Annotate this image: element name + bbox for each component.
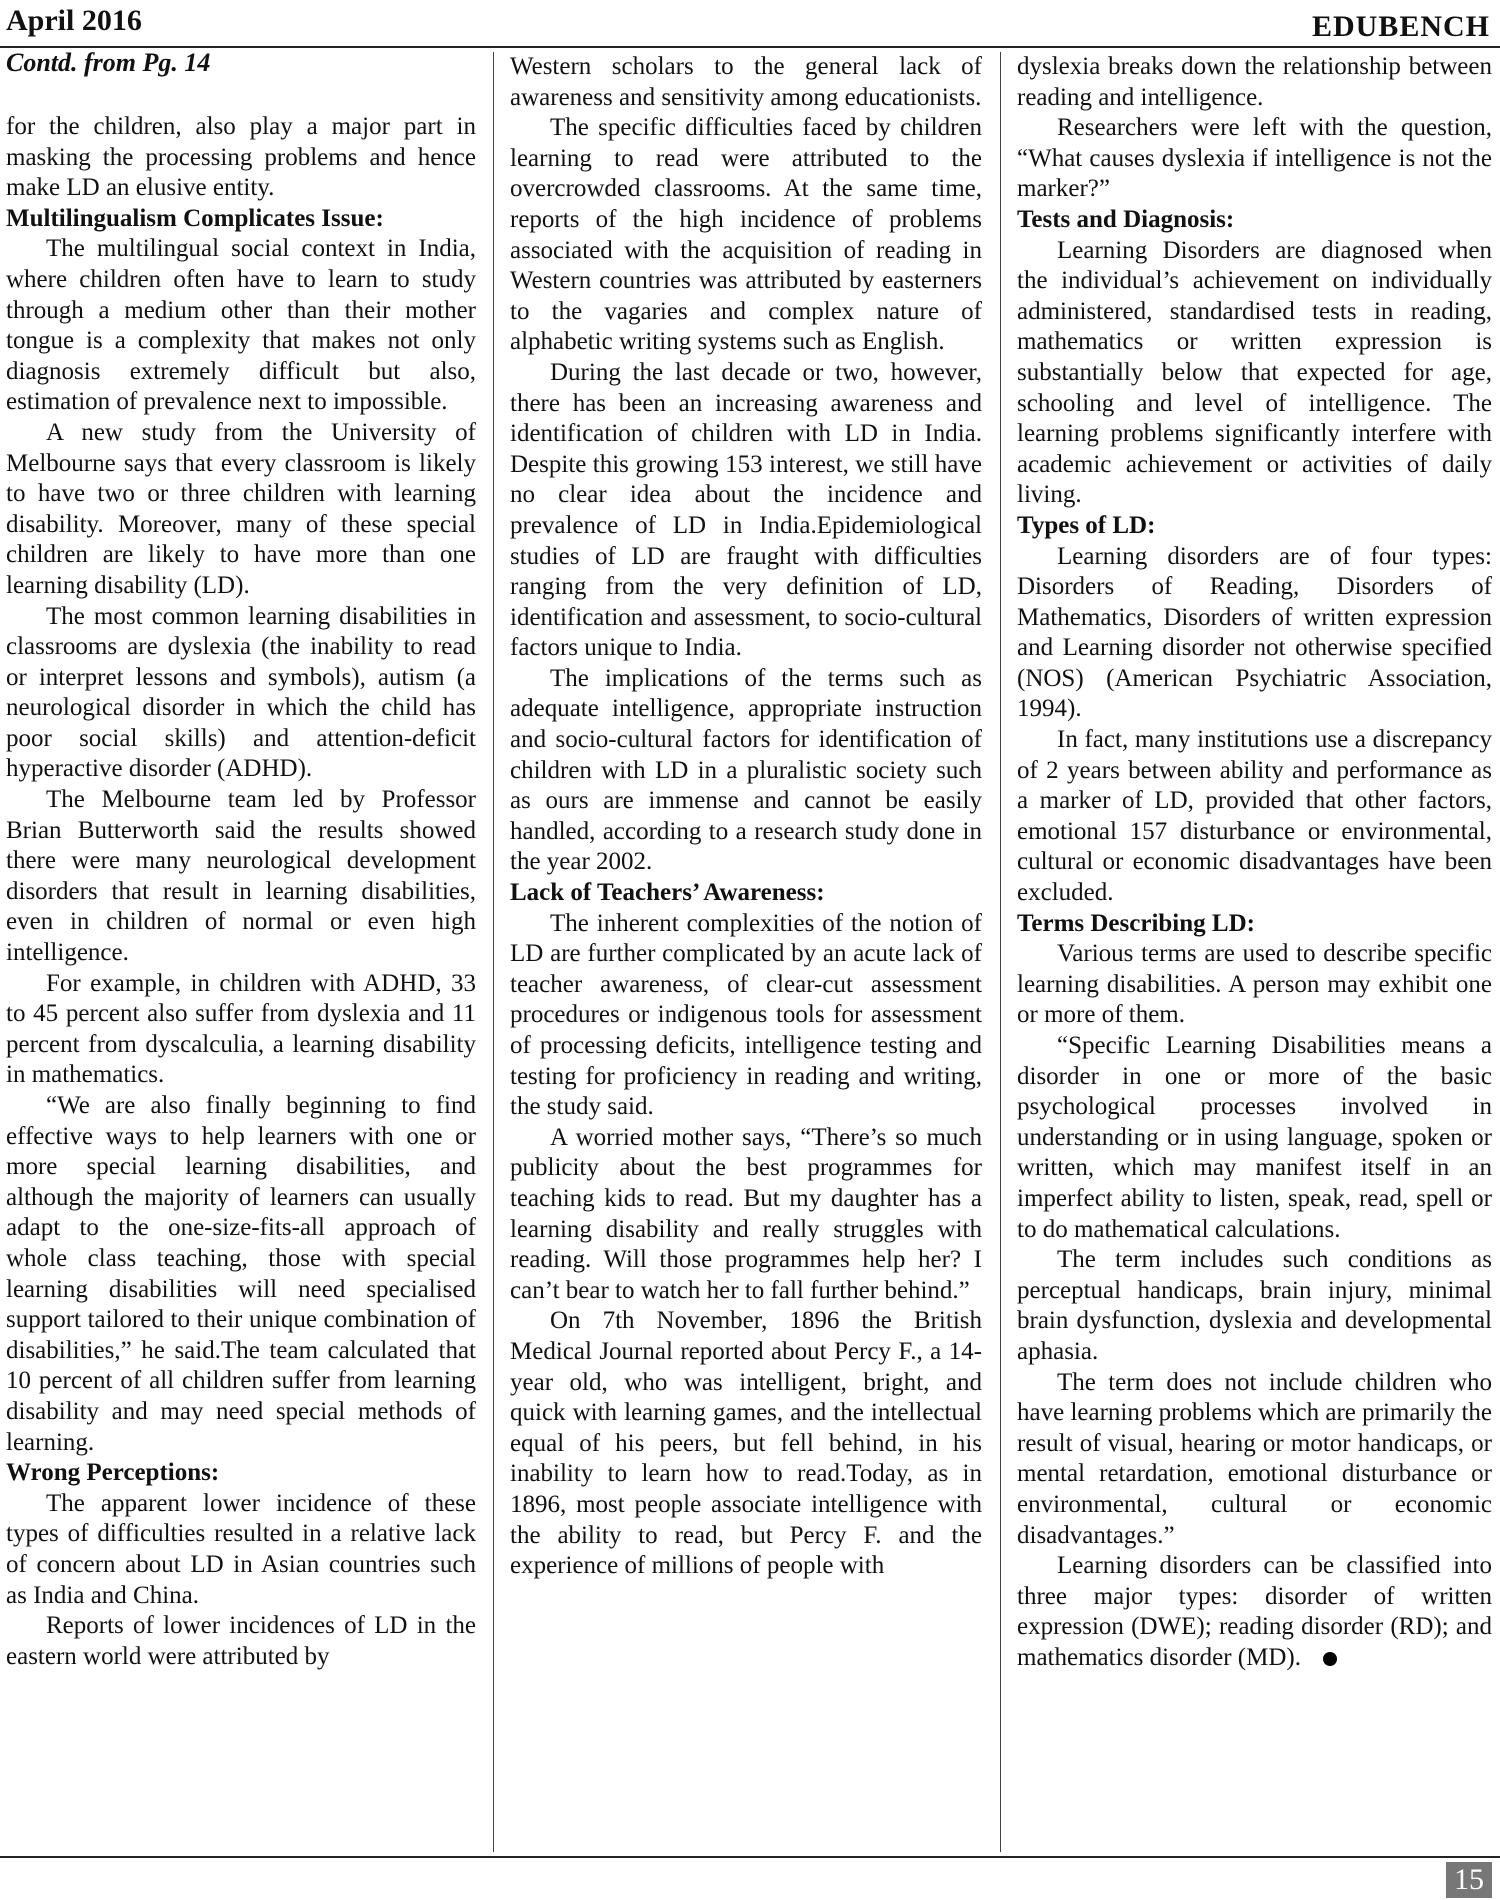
paragraph-text: Learning disorders can be classified into three major types: disorder of written expression (DWE); reading disorder (RD); and mathematics disorder (MD). — [1017, 1552, 1492, 1671]
paragraph: In fact, many institutions use a discrepancy of 2 years between ability and performance as a marker of LD, provided that other factors, emotional 157 disturbance or environmental, cultural or economic disadvantages have been excluded. — [1017, 726, 1492, 907]
final-paragraph — [1017, 1551, 1492, 1673]
column-divider — [1000, 52, 1001, 1852]
section-heading: Multilingualism Complicates Issue: — [6, 204, 384, 232]
paragraph: Learning Disorders are diagnosed when the individual’s achievement on individually administered, standardised tests in reading, mathematics or written expression is substantially below that expected for age, schooling and level of intelligence. The learning problems significantly interfere with academic achievement or activities of daily living. — [1017, 236, 1492, 509]
paragraph: Researchers were left with the question, “What causes dyslexia if intelligence is not the marker?” — [1017, 114, 1492, 203]
paragraph: The Melbourne team led by Professor Brian Butterworth said the results showed there were many neurological development disorders that result in learning disabilities, even in children of normal or even high intelligence. — [6, 786, 476, 967]
section-heading: Tests and Diagnosis: — [1017, 205, 1235, 233]
section-heading: Wrong Perceptions: — [6, 1459, 220, 1487]
continued-note: Contd. from Pg. 14 — [6, 48, 211, 77]
article-column-3 — [1017, 52, 1492, 1673]
section-heading: Lack of Teachers’ Awareness: — [510, 879, 825, 907]
paragraph: The specific difficulties faced by children learning to read were attributed to the overcrowded classrooms. At the same time, reports of the high incidence of problems associated with the acquisition of reading in Western countries was attributed by easterners to the vagaries and complex nature of alphabetic writing systems such as English. — [510, 114, 982, 356]
paragraph: for the children, also play a major part in masking the processing problems and hence make LD an elusive entity. — [6, 113, 476, 202]
paragraph: Reports of lower incidences of LD in the eastern world were attributed by — [6, 1612, 476, 1670]
paragraph: A new study from the University of Melbourne says that every classroom is likely to have two or three children with learning disability. Moreover, many of these special children are likely to have more than one learning disability (LD). — [6, 418, 476, 599]
paragraph: dyslexia breaks down the relationship between reading and intelligence. — [1017, 53, 1492, 111]
end-of-article-bullet-icon — [1323, 1652, 1337, 1666]
paragraph: On 7th November, 1896 the British Medical Journal reported about Percy F., a 14-year old, who was intelligent, bright, and quick with learning games, and the intellectual equal of his peers, but fell behind, in his inability to learn how to read.Today, as in 1896, most people associate intelligence with the ability to read, but Percy F. and the experience of millions of people with — [510, 1307, 982, 1580]
paragraph: The multilingual social context in India, where children often have to learn to study through a medium other than their mother tongue is a complexity that makes not only diagnosis extremely difficult but also, estimation of prevalence next to impossible. — [6, 235, 476, 416]
section-heading: Types of LD: — [1017, 511, 1156, 539]
paragraph: The implications of the terms such as adequate intelligence, appropriate instruction and socio-cultural factors for identification of children with LD in a pluralistic society such as ours are immense and cannot be easily handled, according to a research study done in the year 2002. — [510, 664, 982, 876]
page-number: 15 — [1446, 1862, 1492, 1898]
article-column-1 — [6, 112, 476, 1672]
column-divider — [493, 52, 494, 1852]
paragraph: A worried mother says, “There’s so much publicity about the best programmes for teaching kids to read. But my daughter has a learning disability and really struggles with reading. Will those programmes help her? I can’t bear to watch her to fall further behind.” — [510, 1123, 982, 1304]
paragraph: Western scholars to the general lack of awareness and sensitivity among educationists. — [510, 53, 982, 111]
paragraph: During the last decade or two, however, there has been an increasing awareness and identification of children with LD in India. Despite this growing 153 interest, we still have no clear idea about the incidence and prevalence of LD in India.Epidemiological studies of LD are fraught with difficulties ranging from the very definition of LD, identification and assessment, to socio-cultural factors unique to India. — [510, 358, 982, 662]
publication-name: EDUBENCH — [1311, 10, 1490, 43]
paragraph: For example, in children with ADHD, 33 to 45 percent also suffer from dyslexia and 11 percent from dyscalculia, a learning disability in mathematics. — [6, 969, 476, 1089]
paragraph: “We are also finally beginning to find effective ways to help learners with one or more special learning disabilities, and although the majority of learners can usually adapt to the one-size-fits-all approach of whole class teaching, those with special learning disabilities will need specialised support tailored to their unique combination of disabilities,” he said.The team calculated that 10 percent of all children suffer from learning disability and may need special methods of learning. — [6, 1092, 476, 1456]
paragraph: The apparent lower incidence of these types of difficulties resulted in a relative lack of concern about LD in Asian countries such as India and China. — [6, 1489, 476, 1609]
paragraph: The term includes such conditions as perceptual handicaps, brain injury, minimal brain dysfunction, dyslexia and developmental aphasia. — [1017, 1246, 1492, 1365]
section-heading: Terms Describing LD: — [1017, 909, 1255, 937]
paragraph: The inherent complexities of the notion of LD are further complicated by an acute lack of teacher awareness, of clear-cut assessment procedures or indigenous tools for assessment of processing deficits, intelligence testing and testing for proficiency in reading and writing, the study said. — [510, 909, 982, 1121]
paragraph: Learning disorders are of four types: Disorders of Reading, Disorders of Mathematics, Disorders of written expression and Learning disorder not otherwise specified (NOS) (American Psychiatric Association, 1994). — [1017, 542, 1492, 723]
header-rule — [0, 46, 1500, 48]
paragraph: The term does not include children who have learning problems which are primarily the result of visual, hearing or motor handicaps, or mental retardation, emotional disturbance or environmental, cultural or economic disadvantages.” — [1017, 1368, 1492, 1549]
paragraph: Various terms are used to describe specific learning disabilities. A person may exhibit one or more of them. — [1017, 940, 1492, 1029]
article-column-2 — [510, 52, 982, 1582]
issue-date: April 2016 — [6, 4, 142, 37]
footer-rule — [0, 1856, 1500, 1858]
paragraph: The most common learning disabilities in classrooms are dyslexia (the inability to read or interpret lessons and symbols), autism (a neurological disorder in which the child has poor social skills) and attention-deficit hyperactive disorder (ADHD). — [6, 602, 476, 783]
paragraph: “Specific Learning Disabilities means a disorder in one or more of the basic psychological processes involved in understanding or in using language, spoken or written, which may manifest itself in an imperfect ability to listen, speak, read, spell or to do mathematical calculations. — [1017, 1032, 1492, 1243]
